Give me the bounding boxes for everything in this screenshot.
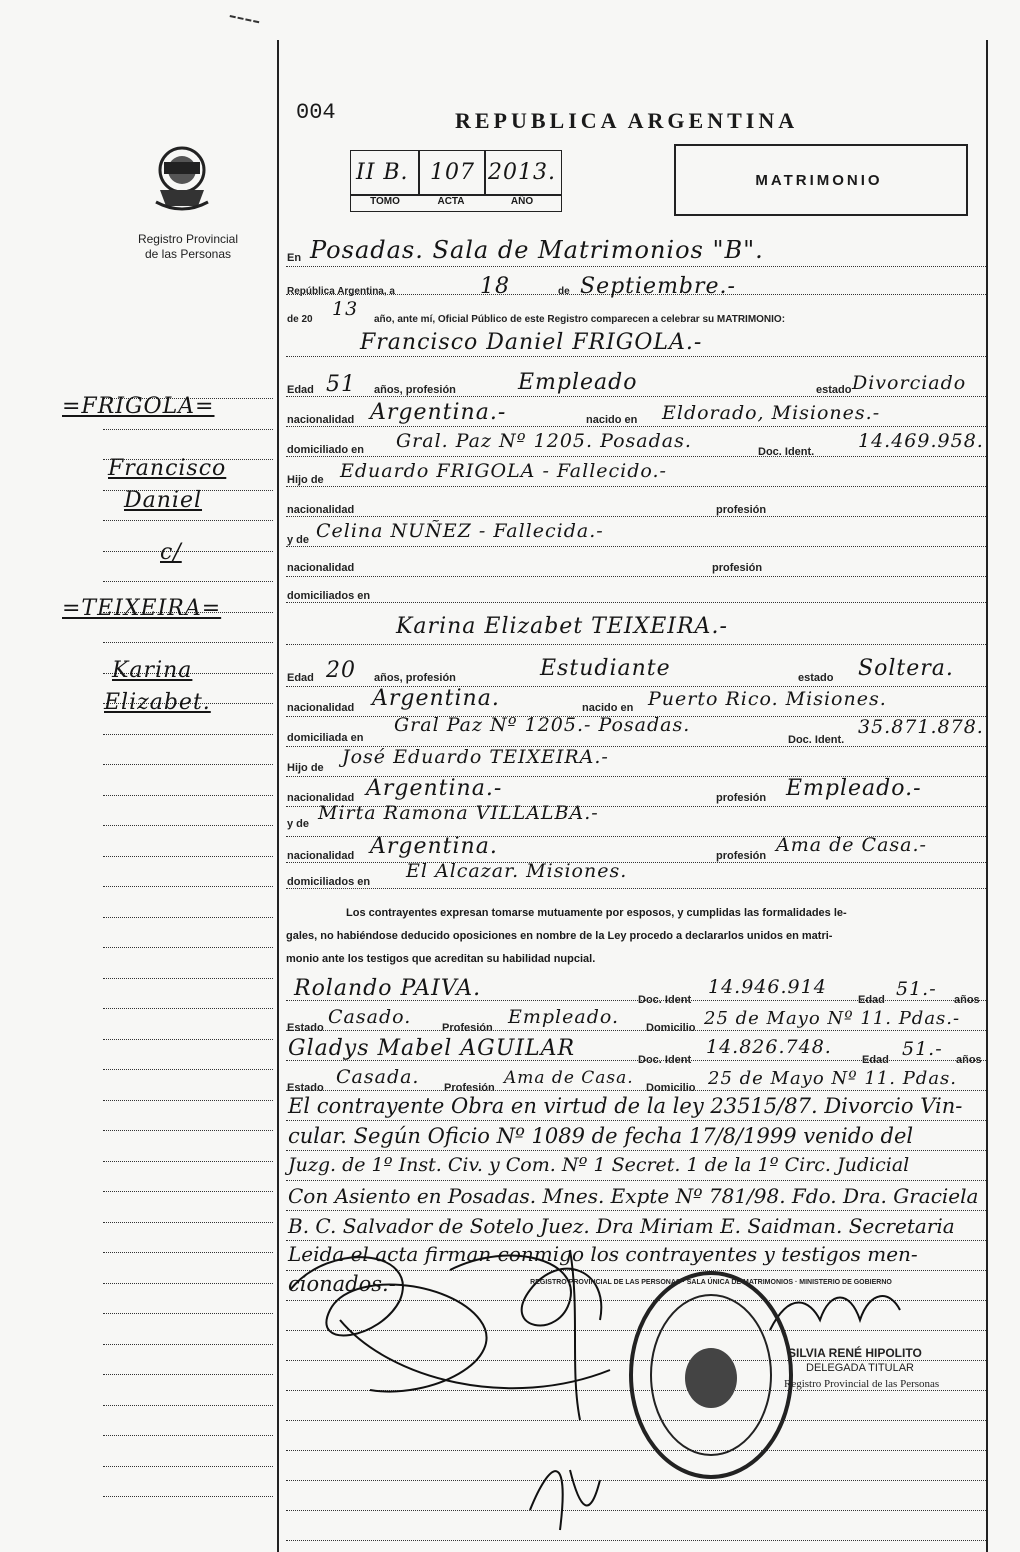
- margin-line: [103, 1496, 273, 1497]
- registry-name-line2: de las Personas: [144, 247, 232, 261]
- margin-line: [103, 795, 273, 796]
- form-line: [286, 516, 986, 517]
- witness-1-age: 51.-: [896, 978, 937, 1000]
- groom-doc: 14.469.958.: [858, 430, 984, 452]
- label-dom-b: domiciliada en: [287, 732, 364, 744]
- label-prof-bm: profesión: [716, 850, 767, 862]
- line-place: [286, 266, 986, 267]
- bride-mother: Mirta Ramona VILLALBA.-: [318, 802, 599, 824]
- groom-age: 51: [326, 372, 356, 397]
- margin-line: [103, 551, 273, 552]
- bride-address: Gral Paz Nº 1205.- Posadas.: [394, 714, 691, 736]
- margin-line: [103, 520, 273, 521]
- margin-line: [103, 1100, 273, 1101]
- label-doc-g: Doc. Ident.: [758, 446, 815, 458]
- margin-bride-name-1: Karina: [112, 658, 193, 683]
- label-nac-gm: nacionalidad: [287, 562, 355, 574]
- line-bride-name: [286, 644, 986, 645]
- margin-line: [103, 1435, 273, 1436]
- label-nac-g: nacionalidad: [287, 414, 355, 426]
- label-yde-g: y de: [287, 534, 310, 546]
- label-nac-bm: nacionalidad: [287, 850, 355, 862]
- label-prof-gf: profesión: [716, 504, 767, 516]
- label-edad-g: Edad: [287, 384, 314, 396]
- margin-line: [103, 734, 273, 735]
- groom-father: Eduardo FRIGOLA - Fallecido.-: [340, 460, 667, 482]
- note-line-6: Leida el acta firman conmigo los contrayentes y testigos men-: [288, 1242, 918, 1266]
- note-line-3: Juzg. de 1º Inst. Civ. y Com. Nº 1 Secret. 1 de la 1º Circ. Judicial: [288, 1154, 910, 1176]
- margin-line: [103, 917, 273, 918]
- label-nac-bf: nacionalidad: [287, 792, 355, 804]
- margin-line: [103, 1161, 273, 1162]
- witness-2-doc: 14.826.748.: [706, 1036, 832, 1058]
- label-de: de: [558, 286, 570, 297]
- label-de-20: de 20: [287, 314, 313, 325]
- province-emblem-icon: [152, 140, 212, 216]
- label-anos-w1: años: [954, 994, 980, 1006]
- declaration-line-2: gales, no habiéndose deducido oposiciones en nombre de la Ley procedo a declararlos unidos en matri-: [286, 930, 833, 942]
- margin-bride-name-2: Elizabet.: [104, 690, 211, 715]
- groom-profession: Empleado: [518, 370, 638, 395]
- label-hijo-b: Hijo de: [287, 762, 324, 774]
- form-line: [286, 1180, 986, 1181]
- margin-line: [103, 1039, 273, 1040]
- declaration-line-1: Los contrayentes expresan tomarse mutuamente por esposos, y cumplidas las formalidades le-: [346, 907, 847, 919]
- signatures-icon: [250, 1230, 990, 1550]
- margin-line: [103, 1374, 273, 1375]
- bride-status: Soltera.: [858, 656, 954, 681]
- margin-line: [103, 886, 273, 887]
- label-prof-gm: profesión: [712, 562, 763, 574]
- label-en: En: [287, 252, 302, 264]
- margin-line: [103, 1222, 273, 1223]
- margin-line: [103, 1130, 273, 1131]
- groom-status: Divorciado: [852, 372, 967, 394]
- witness-1-profession: Empleado.: [508, 1006, 620, 1028]
- bride-mother-profession: Ama de Casa.-: [776, 834, 927, 856]
- margin-line: [103, 978, 273, 979]
- margin-line: [103, 1191, 273, 1192]
- witness-2-address: 25 de Mayo Nº 11. Pdas.: [708, 1068, 958, 1089]
- line-parents-addr-1: [286, 602, 986, 603]
- form-line: [286, 456, 986, 457]
- margin-line: [103, 1466, 273, 1467]
- margin-line: [103, 947, 273, 948]
- corner-mark: [227, 15, 260, 37]
- label-edad-b: Edad: [287, 672, 314, 684]
- groom-birthplace: Eldorado, Misiones.-: [662, 402, 881, 424]
- label-nacido-b: nacido en: [582, 702, 634, 714]
- line-groom-name: [286, 356, 986, 357]
- label-nac-b: nacionalidad: [287, 702, 355, 714]
- note-line-4: Con Asiento en Posadas. Mnes. Expte Nº 781/98. Fdo. Dra. Graciela: [288, 1184, 979, 1208]
- label-dom-w1: Domicilio: [646, 1022, 696, 1034]
- bride-nationality: Argentina.: [372, 686, 500, 711]
- groom-full-name: Francisco Daniel FRIGOLA.-: [360, 330, 703, 355]
- groom-mother: Celina NUÑEZ - Fallecida.-: [316, 520, 604, 542]
- witness-1-status: Casado.: [328, 1006, 412, 1028]
- place-value: Posadas. Sala de Matrimonios "B".: [310, 236, 764, 264]
- bride-father: José Eduardo TEIXEIRA.-: [342, 746, 609, 768]
- groom-nationality: Argentina.-: [370, 400, 507, 425]
- bride-profession: Estudiante: [540, 656, 671, 681]
- label-estado-g: estado: [816, 384, 852, 396]
- margin-bride-surname: =TEIXEIRA=: [62, 596, 222, 621]
- tomo-label: TOMO: [370, 196, 400, 207]
- official-role: DELEGADA TITULAR: [806, 1362, 914, 1374]
- note-line-5: B. C. Salvador de Sotelo Juez. Dra Miriam E. Saidman. Secretaria: [288, 1214, 955, 1238]
- margin-line: [103, 856, 273, 857]
- tomo-value: II B.: [356, 160, 409, 185]
- form-line: [286, 486, 986, 487]
- label-yde-b: y de: [287, 818, 310, 830]
- label-dom-g: domiciliado en: [287, 444, 365, 456]
- doc-type: MATRIMONIO: [755, 172, 883, 189]
- date-day: 18: [480, 274, 510, 299]
- official-office: Registro Provincial de las Personas: [784, 1378, 940, 1390]
- margin-line: [103, 825, 273, 826]
- form-line: [286, 1030, 986, 1031]
- margin-line: [103, 1344, 273, 1345]
- label-nacido-g: nacido en: [586, 414, 638, 426]
- margin-line: [103, 642, 273, 643]
- anio-value: 2013.: [488, 160, 556, 185]
- form-line: [286, 862, 986, 863]
- acta-label: ACTA: [437, 196, 465, 207]
- form-line: [286, 396, 986, 397]
- form-line: [286, 1210, 986, 1211]
- form-line: [286, 1090, 986, 1091]
- registry-name: [110, 232, 266, 262]
- label-anos-prof-g: años, profesión: [374, 384, 456, 396]
- label-doc-w2: Doc. Ident: [638, 1054, 692, 1066]
- note-line-2: cular. Según Oficio Nº 1089 de fecha 17/8/1999 venido del: [288, 1124, 914, 1148]
- margin-line: [103, 429, 273, 430]
- witness-2-profession: Ama de Casa.: [504, 1068, 634, 1088]
- margin-line: [103, 764, 273, 765]
- label-doms-g: domiciliados en: [287, 590, 371, 602]
- form-line: [286, 1120, 986, 1121]
- label-prof-w2: Profesión: [444, 1082, 495, 1094]
- label-doms-b: domiciliados en: [287, 876, 371, 888]
- bride-parents-address: El Alcazar. Misiones.: [406, 860, 628, 882]
- declaration: [286, 902, 986, 971]
- bride-father-profession: Empleado.-: [786, 776, 922, 801]
- witness-1-address: 25 de Mayo Nº 11. Pdas.-: [704, 1008, 961, 1029]
- margin-groom-name-1: Francisco: [108, 456, 227, 481]
- label-hijo-g: Hijo de: [287, 474, 324, 486]
- form-line: [286, 888, 986, 889]
- witness-2-status: Casada.: [336, 1066, 420, 1088]
- label-nac-gf: nacionalidad: [287, 504, 355, 516]
- label-estado-w1: Estado: [287, 1022, 324, 1034]
- groom-address: Gral. Paz Nº 1205. Posadas.: [396, 430, 692, 452]
- page-title: REPUBLICA ARGENTINA: [455, 108, 799, 133]
- form-line: [286, 546, 986, 547]
- acta-value: 107: [430, 160, 475, 185]
- declaration-line-3: monio ante los testigos que acreditan su habilidad nupcial.: [286, 953, 596, 965]
- label-edad-w1: Edad: [858, 994, 885, 1006]
- margin-line: [103, 1252, 273, 1253]
- form-line: [286, 576, 986, 577]
- margin-line: [103, 1405, 273, 1406]
- margin-groom-name-2: Daniel: [124, 488, 203, 513]
- margin-groom-surname: =FRIGOLA=: [62, 394, 215, 419]
- bride-doc: 35.871.878.: [858, 716, 984, 738]
- label-republica: República Argentina, a: [287, 286, 395, 297]
- label-anos-w2: años: [956, 1054, 982, 1066]
- date-month: Septiembre.-: [580, 274, 736, 299]
- margin-connector: c/: [160, 540, 182, 565]
- label-anos-prof-b: años, profesión: [374, 672, 456, 684]
- label-edad-w2: Edad: [862, 1054, 889, 1066]
- registry-name-line1: Registro Provincial: [137, 232, 239, 246]
- seal-text: REGISTRO PROVINCIAL DE LAS PERSONAS · SALA ÚNICA DE MATRIMONIOS · MINISTERIO DE GOBIERNO: [530, 1279, 892, 1286]
- anio-label: AÑO: [510, 196, 534, 207]
- label-estado-w2: Estado: [287, 1082, 324, 1094]
- label-ante-mi: año, ante mí, Oficial Público de este Registro comparecen a celebrar su MATRIMONIO:: [374, 314, 786, 325]
- label-estado-b: estado: [798, 672, 834, 684]
- label-prof-w1: Profesión: [442, 1022, 493, 1034]
- bride-age: 20: [326, 658, 356, 683]
- form-line: [286, 426, 986, 427]
- label-dom-w2: Domicilio: [646, 1082, 696, 1094]
- witness-2-name: Gladys Mabel AGUILAR: [288, 1036, 576, 1061]
- official-name: SILVIA RENÉ HIPOLITO: [788, 1346, 922, 1360]
- label-doc-b: Doc. Ident.: [788, 734, 845, 746]
- margin-line: [103, 1283, 273, 1284]
- bride-mother-nationality: Argentina.: [370, 834, 498, 859]
- form-line: [286, 1150, 986, 1151]
- bride-father-nationality: Argentina.-: [366, 776, 503, 801]
- note-line-7: cionados.-: [288, 1272, 396, 1296]
- margin-line: [103, 1313, 273, 1314]
- date-year: 13: [332, 298, 359, 320]
- bride-full-name: Karina Elizabet TEIXEIRA.-: [396, 614, 728, 639]
- note-line-1: El contrayente Obra en virtud de la ley 23515/87. Divorcio Vin-: [288, 1094, 963, 1118]
- margin-line: [103, 1008, 273, 1009]
- margin-line: [103, 1069, 273, 1070]
- bride-birthplace: Puerto Rico. Misiones.: [648, 688, 887, 710]
- label-doc-w1: Doc. Ident: [638, 994, 692, 1006]
- margin-line: [103, 581, 273, 582]
- witness-2-age: 51.-: [902, 1038, 943, 1060]
- form-number: 004: [296, 100, 336, 125]
- witness-1-name: Rolando PAIVA.: [294, 976, 482, 1001]
- label-prof-bf: profesión: [716, 792, 767, 804]
- witness-1-doc: 14.946.914: [708, 976, 827, 998]
